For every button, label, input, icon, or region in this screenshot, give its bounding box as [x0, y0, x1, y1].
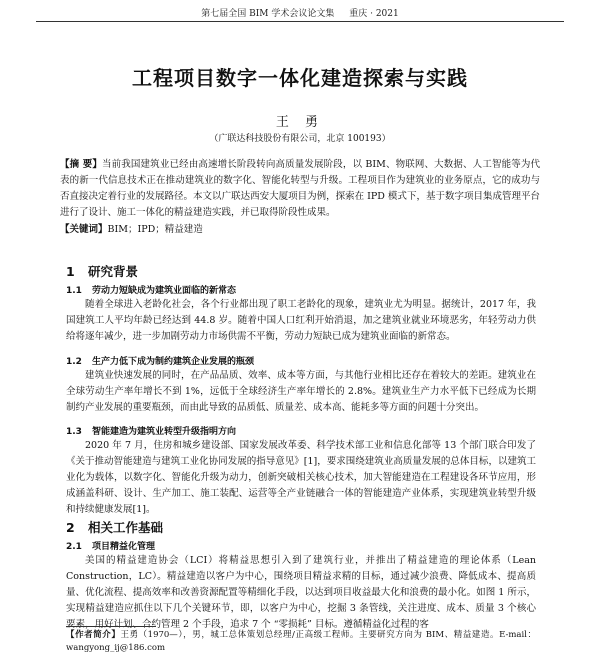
abstract	[60, 157, 540, 221]
header-rule	[36, 21, 564, 22]
abstract-text: 当前我国建筑业已经由高速增长阶段转向高质量发展阶段，以 BIM、物联网、大数据、人工智能等为代表的新一代信息技术正在推动建筑业的数字化、智能化转型与升级。工程项目作为建筑业的业务原点，它的成功与否直接决定着行业的发展路径。本文以广联达西安大厦项目为例，探索在 IPD 模式下，基于数字项目集成管理平台进行了设计、施工一体化的精益建造实践，并已取得阶段性成果。	[60, 159, 541, 218]
author-name: 王 勇	[275, 115, 325, 130]
subsection-title: 项目精益化管理	[92, 542, 156, 552]
subsection-heading	[66, 354, 254, 367]
section-title: 研究背景	[88, 264, 139, 279]
body-paragraph: 美国的精益建造协会（LCI）将精益思想引入到了建筑行业，并推出了精益建造的理论体系（Lean Construction，LC）。精益建造以客户为中心，围绕项目精益求精的目标，通过减少浪费、降低成本、提高质量、优化流程、提高效率和改善资源配置等精细化手段，以达到项目收益最大化和浪费的最小化。如图 1 所示，实现精益建造应抓住以下几个关键环节，即，以客户为中心，挖掘 3 条管线，关注进度、成本、质量 3 个核心要素，用好计划、合约管理 2 个手段，追求 7 个 “零损耗” 目标。遵循精益化过程的客	[66, 555, 536, 630]
body-paragraph: 随着全球进入老龄化社会，各个行业都出现了职工老龄化的现象，建筑业尤为明显。据统计，2017 年，我国建筑工人平均年龄已经达到 44.8 岁。随着中国人口红利开始消退，加之建筑业就业环境恶劣，年轻劳动力供给将逐年减少，进一步加剧劳动力市场供需不平衡，劳动力短缺已成为建筑业面临的新常态。	[66, 299, 536, 342]
section-number: 2	[66, 520, 75, 535]
author-footnote	[66, 629, 536, 655]
subsection-title: 生产力低下成为制约建筑企业发展的瓶颈	[92, 357, 255, 367]
subsection-heading	[66, 539, 155, 552]
keywords-text: BIM；IPD；精益建造	[107, 224, 203, 235]
subsection-title: 劳动力短缺成为建筑业面临的新常态	[92, 286, 237, 296]
body-paragraph: 建筑业快速发展的同时，在产品品质、效率、成本等方面，与其他行业相比还存在着较大的差距。建筑业在全球劳动生产率年增长不到 1%，远低于全球经济生产率年增长的 2.8%。建筑业生产力水平低下已经成为长期制约产业发展的重要瓶颈，而由此导致的品质低、质量差、成本高、能耗多等方面的问题十分突出。	[66, 370, 536, 413]
subsection-title: 智能建造为建筑业转型升级指明方向	[92, 427, 237, 437]
abstract-label: 【摘 要】	[60, 159, 102, 170]
footnote-rule	[66, 626, 156, 627]
subsection-number: 1.2	[66, 357, 82, 367]
body-paragraph: 2020 年 7 月，住房和城乡建设部、国家发展改革委、科学技术部工业和信息化部等 13 个部门联合印发了《关于推动智能建造与建筑工业化协同发展的指导意见》[1]，要求围绕建筑业高质量发展的总体目标，以建筑工业化为载体，以数字化、智能化升级为动力，创新突破相关核心技术，加大智能建造在工程建设各环节应用，形成涵盖科研、设计、生产加工、施工装配、运营等全产业链融合一体的智能建造产业体系，实现建筑业转型升级和持续健康发展[1]。	[66, 440, 536, 515]
section-heading	[66, 518, 163, 536]
paper-title: 工程项目数字一体化建造探索与实践	[132, 66, 468, 90]
footnote-text: 王勇（1970—），男，城工总体策划总经理/正高级工程师。主要研究方向为 BIM、精益建造。E-mail：wangyong_ij@186.com	[66, 630, 536, 653]
running-header-right: 重庆 · 2021	[349, 9, 399, 19]
subsection-heading	[66, 283, 236, 296]
author-affiliation: （广联达科技股份有限公司，北京 100193）	[209, 134, 391, 144]
subsection-number: 1.1	[66, 286, 82, 296]
running-header-left: 第七届全国 BIM 学术会议论文集	[201, 9, 335, 19]
subsection-number: 2.1	[66, 542, 82, 552]
keywords-label: 【关键词】	[60, 224, 108, 235]
subsection-heading	[66, 424, 236, 437]
section-heading	[66, 262, 138, 280]
running-header	[0, 6, 600, 19]
subsection-number: 1.3	[66, 427, 82, 437]
section-number: 1	[66, 264, 75, 279]
footnote-label: 【作者简介】	[66, 630, 121, 640]
section-title: 相关工作基础	[88, 520, 164, 535]
keywords	[60, 221, 203, 235]
